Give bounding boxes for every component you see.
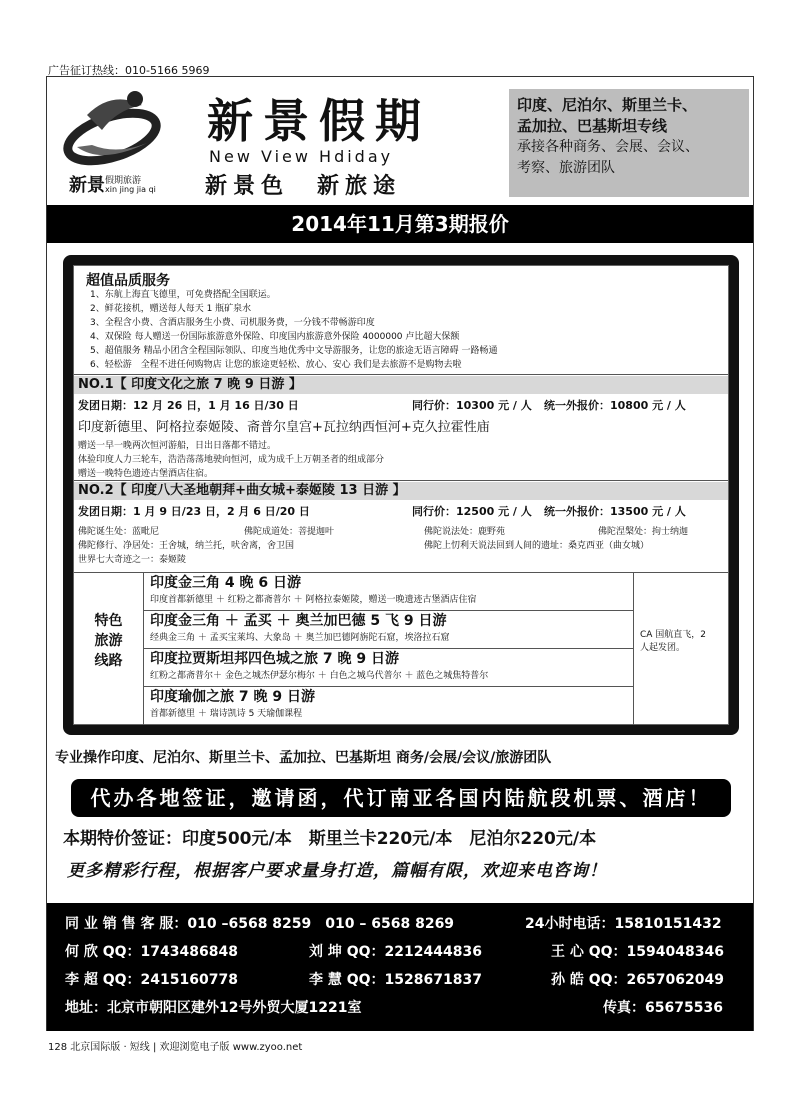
offers-panel bbox=[63, 255, 739, 735]
tour2-site: 佛陀上忉利天说法回到人间的遗址：桑克西亚（曲女城） bbox=[424, 541, 650, 551]
tour2-unified-price: 统一外报价：13500 元 / 人 bbox=[544, 505, 686, 518]
more-info-line: 更多精彩行程，根据客户要求量身打造，篇幅有限，欢迎来电咨询！ bbox=[67, 861, 607, 881]
featured-item bbox=[144, 649, 634, 687]
specialty-line: 印度、尼泊尔、斯里兰卡、 bbox=[517, 96, 698, 114]
tour1-title: NO.1【 印度文化之旅 7 晚 9 日游 】 bbox=[74, 376, 728, 394]
tour2-title: NO.2【 印度八大圣地朝拜+曲女城+泰姬陵 13 日游 】 bbox=[74, 482, 728, 500]
address: 地址：北京市朝阳区建外12号外贸大厦1221室 bbox=[65, 1000, 362, 1016]
contact-qq: 李 超 QQ：2415160778 bbox=[65, 972, 238, 988]
contact-qq: 李 慧 QQ：1528671837 bbox=[309, 972, 482, 988]
tour1-note: 赠送一早一晚两次恒河游船，日出日落都不错过。 bbox=[78, 441, 277, 451]
divider bbox=[74, 480, 728, 481]
brand-pinyin: xin jing jia qi bbox=[105, 185, 156, 194]
brand-small-name: 新景 bbox=[69, 175, 105, 196]
tour1-date-row bbox=[74, 398, 728, 414]
featured-label-line: 线路 bbox=[94, 653, 123, 669]
tour1-dates: 发团日期：12 月 26 日，1 月 16 日/30 日 bbox=[78, 399, 299, 412]
brand-title: 新景假期 bbox=[207, 94, 431, 148]
swirl-logo-icon bbox=[57, 85, 167, 177]
tour2-site: 佛陀涅槃处：拘士纳迦 bbox=[598, 527, 689, 537]
fax: 传真：65675536 bbox=[603, 1000, 723, 1016]
brand-slogan: 新景色 新旅途 bbox=[205, 173, 402, 199]
featured-item-title: 印度拉贾斯坦邦四色城之旅 7 晚 9 日游 bbox=[150, 651, 399, 667]
tour1-route: 印度新德里、阿格拉泰姬陵、斋普尔皇宫+瓦拉纳西恒河+克久拉霍性庙 bbox=[78, 420, 490, 435]
sales-phones: 同 业 销 售 客 服：010 –6568 8259 010 – 6568 8269 bbox=[65, 916, 455, 932]
tour2-site: 世界七大奇迹之一：泰姬陵 bbox=[78, 555, 187, 565]
hotline-24h: 24小时电话：15810151432 bbox=[525, 916, 722, 932]
featured-item-desc: 印度首都新德里 ＋ 红粉之都斋普尔 ＋ 阿格拉泰姬陵，赠送一晚遗迹古堡酒店住宿 bbox=[150, 595, 477, 605]
tour2-date-row bbox=[74, 504, 728, 520]
ad-frame bbox=[46, 76, 754, 1031]
featured-label-line: 特色 bbox=[94, 613, 123, 629]
featured-note-line: CA 国航直飞，2 bbox=[640, 630, 707, 640]
specialty-line: 承接各种商务、会展、会议、 bbox=[517, 139, 699, 155]
service-item: 6、轻松游 全程不进任何购物店 让您的旅途更轻松、放心、安心 我们是去旅游不是购物去啦 bbox=[90, 360, 462, 370]
visa-banner: 代办各地签证，邀请函，代订南亚各国内陆航段机票、酒店！ bbox=[71, 779, 731, 817]
featured-item-title: 印度瑜伽之旅 7 晚 9 日游 bbox=[150, 689, 315, 705]
featured-item-desc: 经典金三角 ＋ 孟买宝莱坞、大象岛 ＋ 奥兰加巴德阿旃陀石窟，埃洛拉石窟 bbox=[150, 633, 450, 643]
contact-qq: 王 心 QQ：1594048346 bbox=[551, 944, 724, 960]
featured-item bbox=[144, 687, 634, 725]
brand-english: New View Hdiday bbox=[209, 147, 394, 166]
service-item: 1、东航上海直飞德里，可免费搭配全国联运。 bbox=[90, 290, 276, 300]
offers-content bbox=[73, 265, 729, 725]
tour1-unified-price: 统一外报价：10800 元 / 人 bbox=[544, 399, 686, 412]
featured-item bbox=[144, 611, 634, 649]
specialty-line: 孟加拉、巴基斯坦专线 bbox=[517, 117, 668, 135]
tour2-dates: 发团日期：1 月 9 日/23 日，2 月 6 日/20 日 bbox=[78, 505, 310, 518]
featured-note-line: 人起发团。 bbox=[640, 643, 686, 653]
tour2-site: 佛陀修行、净居处：王舍城，纳兰托，吠舍离，舍卫国 bbox=[78, 541, 295, 551]
service-title: 超值品质服务 bbox=[86, 273, 170, 289]
featured-item-title: 印度金三角 ＋ 孟买 ＋ 奥兰加巴德 5 飞 9 日游 bbox=[150, 613, 447, 629]
featured-note bbox=[640, 629, 726, 655]
tour1-note: 赠送一晚特色遗迹古堡酒店住宿。 bbox=[78, 469, 214, 479]
contact-qq: 刘 坤 QQ：2212444836 bbox=[309, 944, 482, 960]
featured-routes bbox=[74, 572, 728, 724]
featured-item-title: 印度金三角 4 晚 6 日游 bbox=[150, 575, 301, 591]
featured-item bbox=[144, 573, 634, 611]
tour2-site: 佛陀说法处：鹿野苑 bbox=[424, 527, 506, 537]
period-banner: 2014年11月第3期报价 bbox=[47, 205, 753, 243]
divider bbox=[74, 374, 728, 375]
brand-sub: 假期旅游 bbox=[105, 176, 142, 186]
contact-row bbox=[65, 941, 735, 965]
page-footer: 128 北京国际版 · 短线 | 欢迎浏览电子版 www.zyoo.net bbox=[48, 1042, 303, 1053]
service-item: 5、超值服务 精品小团含全程国际领队、印度当地优秀中文导游服务，让您的旅途无语言障碍 一路畅通 bbox=[90, 346, 498, 356]
tour2-peer-price: 同行价：12500 元 / 人 bbox=[412, 505, 532, 518]
contact-row bbox=[65, 913, 735, 937]
contact-qq: 孙 皓 QQ：2657062049 bbox=[551, 972, 724, 988]
contact-qq: 何 欣 QQ：1743486848 bbox=[65, 944, 238, 960]
contact-row bbox=[65, 997, 735, 1021]
service-item: 4、双保险 每人赠送一份国际旅游意外保险、印度国内旅游意外保险 4000000 卢比超大保额 bbox=[90, 332, 460, 342]
featured-item-desc: 首都新德里 ＋ 瑞诗凯诗 5 天瑜伽课程 bbox=[150, 709, 303, 719]
specialty-box bbox=[509, 89, 749, 197]
visa-price-line: 本期特价签证：印度500元/本 斯里兰卡220元/本 尼泊尔220元/本 bbox=[63, 829, 597, 849]
operations-line: 专业操作印度、尼泊尔、斯里兰卡、孟加拉、巴基斯坦 商务/会展/会议/旅游团队 bbox=[55, 750, 552, 766]
service-item: 2、鲜花接机，赠送每人每天 1 瓶矿泉水 bbox=[90, 304, 252, 314]
service-list bbox=[90, 288, 497, 372]
featured-item-desc: 红粉之都斋普尔＋ 金色之城杰伊瑟尔梅尔 ＋ 白色之城乌代普尔 ＋ 蓝色之城焦特普尔 bbox=[150, 671, 489, 681]
contact-row bbox=[65, 969, 735, 993]
specialty-line: 考察、旅游团队 bbox=[517, 160, 615, 176]
tour2-site: 佛陀诞生处：蓝毗尼 bbox=[78, 527, 160, 537]
tour1-peer-price: 同行价：10300 元 / 人 bbox=[412, 399, 532, 412]
tour1-note: 体验印度人力三轮车，浩浩荡荡地驶向恒河，成为成千上万朝圣者的组成部分 bbox=[78, 455, 385, 465]
featured-label bbox=[74, 573, 144, 725]
contact-panel bbox=[47, 903, 753, 1031]
ad-hotline: 广告征订热线：010-5166 5969 bbox=[48, 64, 210, 77]
service-item: 3、全程含小费、含酒店服务生小费、司机服务费，一分钱不带畅游印度 bbox=[90, 318, 375, 328]
tour2-site: 佛陀成道处：菩提迦叶 bbox=[244, 527, 335, 537]
featured-label-line: 旅游 bbox=[94, 633, 123, 649]
